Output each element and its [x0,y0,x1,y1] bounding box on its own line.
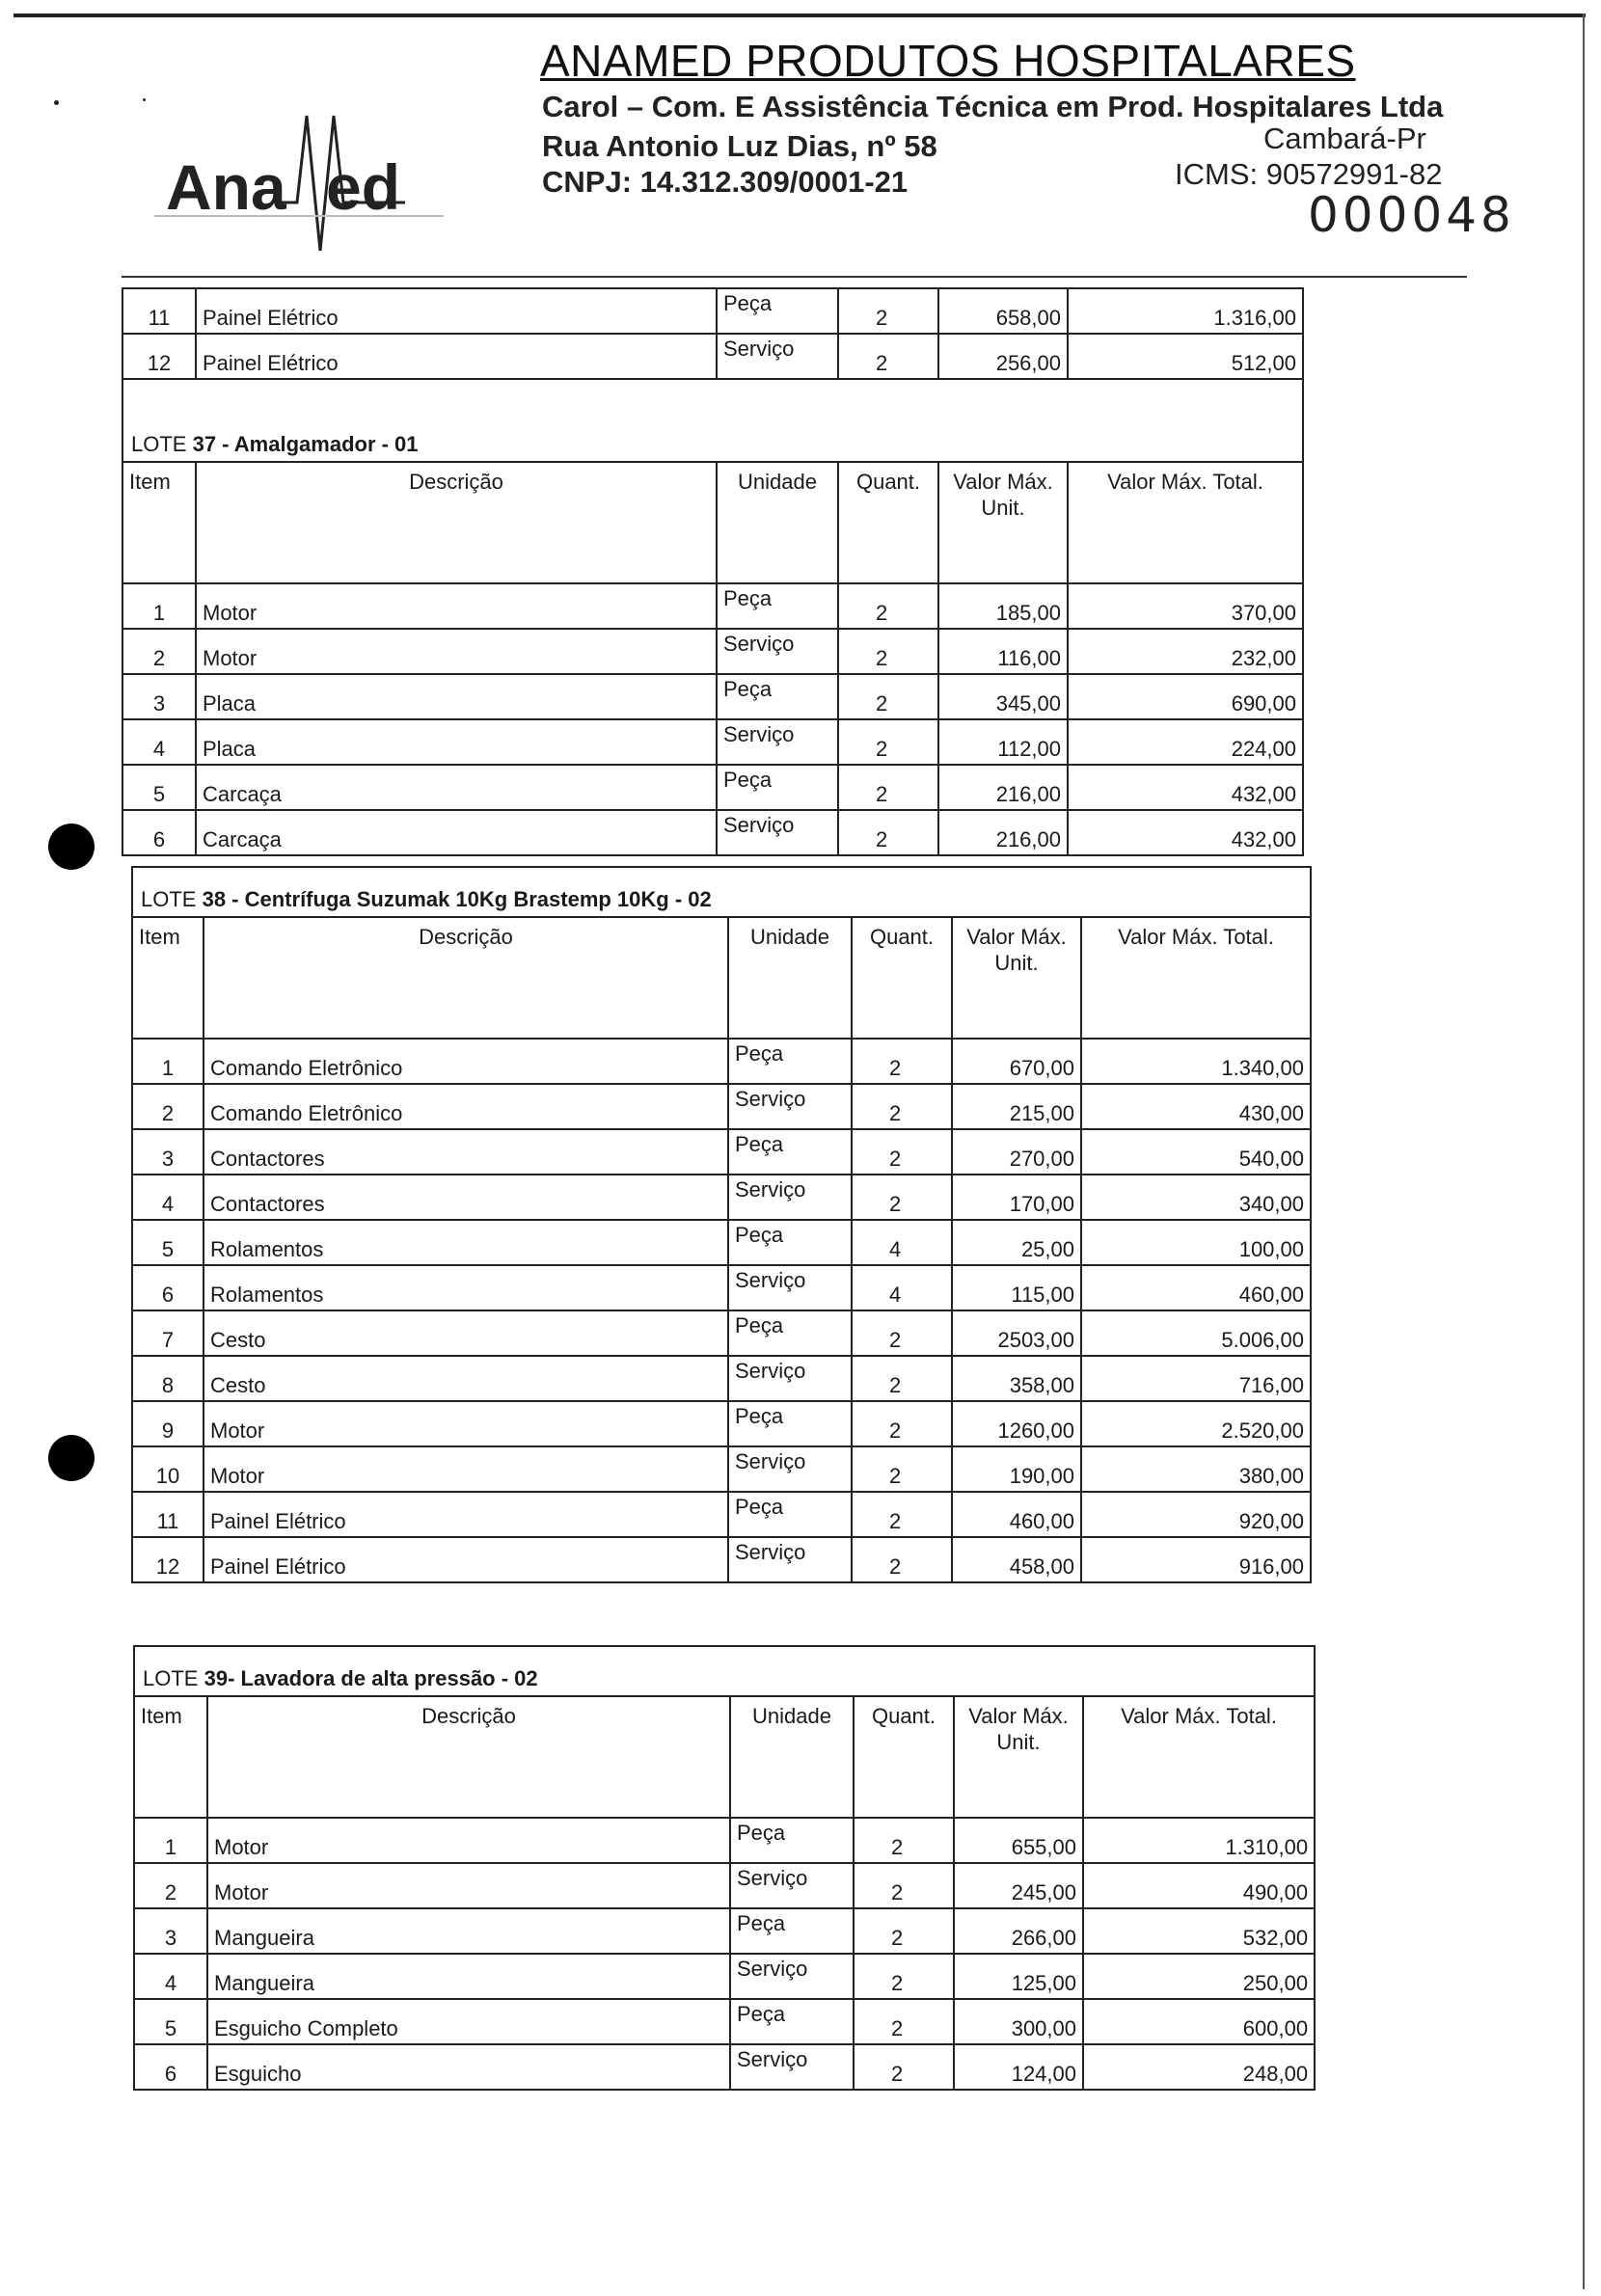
cell-quantity: 4 [852,1220,952,1265]
cell-description: Painel Elétrico [204,1492,728,1537]
cell-total-value: 232,00 [1068,629,1303,674]
cell-description: Mangueira [207,1908,730,1954]
column-header-row [132,917,1311,1039]
cell-quantity: 2 [854,1908,954,1954]
cell-description: Esguicho [207,2044,730,2090]
cell-quantity: 2 [838,674,938,719]
cell-unit: Peça [728,1039,852,1084]
company-cnpj: CNPJ: 14.312.309/0001-21 [542,165,909,199]
cell-total-value: 224,00 [1068,719,1303,765]
cell-unit: Serviço [728,1446,852,1492]
cell-quantity: 2 [838,719,938,765]
lote-label: LOTE [131,432,187,456]
header-total-value: Valor Máx. Total. [1081,917,1311,1039]
cell-unit-value: 216,00 [938,810,1068,855]
cell-unit-value: 460,00 [952,1492,1081,1537]
cell-description: Painel Elétrico [196,288,717,334]
cell-item: 6 [122,810,196,855]
cell-item: 6 [132,1265,204,1310]
cell-item: 2 [132,1084,204,1129]
cell-total-value: 460,00 [1081,1265,1311,1310]
cell-total-value: 432,00 [1068,810,1303,855]
cell-unit: Serviço [728,1537,852,1582]
lote-title-row [122,379,1303,462]
company-name: ANAMED PRODUTOS HOSPITALARES [540,36,1356,86]
cell-unit-value: 190,00 [952,1446,1081,1492]
cell-quantity: 2 [854,1863,954,1908]
cell-unit-value: 358,00 [952,1356,1081,1401]
cell-quantity: 2 [838,334,938,379]
header-total-value: Valor Máx. Total. [1083,1696,1315,1818]
heartbeat-logo-icon [154,96,453,260]
cell-item: 5 [132,1220,204,1265]
cell-unit: Peça [717,765,838,810]
cell-unit-value: 112,00 [938,719,1068,765]
cell-unit: Serviço [728,1265,852,1310]
table-row [122,719,1303,765]
cell-unit-value: 124,00 [954,2044,1083,2090]
header-unit: Unidade [728,917,852,1039]
cell-description: Placa [196,674,717,719]
table-row [134,1999,1315,2044]
cell-unit: Peça [728,1129,852,1175]
table-row [132,1220,1311,1265]
cell-total-value: 340,00 [1081,1175,1311,1220]
cell-unit: Peça [728,1310,852,1356]
table-row [132,1310,1311,1356]
header-unit-value: Valor Máx. Unit. [954,1696,1083,1818]
cell-item: 1 [122,583,196,629]
cell-quantity: 2 [852,1492,952,1537]
cell-item: 4 [132,1175,204,1220]
cell-unit-value: 25,00 [952,1220,1081,1265]
header-description: Descrição [196,462,717,583]
lote-title [122,379,1303,462]
column-header-row [134,1696,1315,1818]
table-row [132,1492,1311,1537]
cell-item: 11 [122,288,196,334]
cell-unit-value: 216,00 [938,765,1068,810]
cell-description: Carcaça [196,765,717,810]
header-item: Item [132,917,204,1039]
cell-unit: Peça [730,1818,854,1863]
cell-total-value: 1.316,00 [1068,288,1303,334]
cell-unit-value: 116,00 [938,629,1068,674]
letterhead [0,0,1601,289]
cell-total-value: 370,00 [1068,583,1303,629]
cell-description: Contactores [204,1175,728,1220]
cell-unit: Serviço [730,2044,854,2090]
cell-quantity: 2 [854,1954,954,1999]
cell-item: 7 [132,1310,204,1356]
table-row [134,1863,1315,1908]
cell-total-value: 2.520,00 [1081,1401,1311,1446]
cell-quantity: 2 [838,583,938,629]
cell-unit: Peça [730,1908,854,1954]
cell-description: Motor [196,583,717,629]
cell-total-value: 5.006,00 [1081,1310,1311,1356]
lote-title-row [132,867,1311,917]
cell-item: 3 [122,674,196,719]
cell-quantity: 2 [838,288,938,334]
table-row [122,629,1303,674]
cell-unit: Serviço [730,1863,854,1908]
lote-title-row [134,1646,1315,1696]
table-row [134,2044,1315,2090]
header-unit: Unidade [730,1696,854,1818]
cell-quantity: 2 [854,2044,954,2090]
header-unit-value: Valor Máx. Unit. [952,917,1081,1039]
table-row [134,1908,1315,1954]
lote-label: LOTE [141,887,197,911]
header-quantity: Quant. [838,462,938,583]
lote-label: LOTE [143,1666,199,1690]
cell-description: Cesto [204,1356,728,1401]
table-row [132,1039,1311,1084]
header-total-value: Valor Máx. Total. [1068,462,1303,583]
cell-unit: Peça [728,1220,852,1265]
table-row [132,1401,1311,1446]
cell-total-value: 716,00 [1081,1356,1311,1401]
cell-unit: Peça [728,1401,852,1446]
cell-unit: Serviço [717,334,838,379]
cell-total-value: 250,00 [1083,1954,1315,1999]
header-unit-value: Valor Máx. Unit. [938,462,1068,583]
cell-quantity: 2 [852,1175,952,1220]
cell-item: 1 [132,1039,204,1084]
cell-description: Rolamentos [204,1220,728,1265]
cell-unit: Serviço [717,810,838,855]
company-logo [154,96,453,260]
cell-total-value: 540,00 [1081,1129,1311,1175]
header-item: Item [122,462,196,583]
cell-unit-value: 655,00 [954,1818,1083,1863]
cell-unit: Serviço [730,1954,854,1999]
cell-description: Painel Elétrico [196,334,717,379]
header-quantity: Quant. [852,917,952,1039]
scan-speck [54,100,59,105]
cell-unit: Serviço [717,719,838,765]
lote-name: 39- Lavadora de alta pressão - 02 [204,1666,538,1690]
right-border-line [1583,14,1585,2289]
cell-item: 3 [132,1129,204,1175]
column-header-row [122,462,1303,583]
cell-item: 5 [134,1999,207,2044]
binder-hole-top [48,824,95,870]
cell-description: Motor [204,1446,728,1492]
cell-quantity: 2 [838,765,938,810]
table-row [132,1265,1311,1310]
table-row [132,1129,1311,1175]
lote-name: 37 - Amalgamador - 01 [192,432,419,456]
cell-quantity: 2 [852,1039,952,1084]
cell-unit-value: 458,00 [952,1537,1081,1582]
cell-unit: Serviço [728,1175,852,1220]
cell-quantity: 2 [852,1084,952,1129]
table-row [122,765,1303,810]
cell-unit-value: 170,00 [952,1175,1081,1220]
table-row [134,1954,1315,1999]
lote-38-table [131,866,1312,1583]
cell-description: Rolamentos [204,1265,728,1310]
cell-description: Mangueira [207,1954,730,1999]
cell-description: Carcaça [196,810,717,855]
cell-item: 3 [134,1908,207,1954]
cell-item: 2 [134,1863,207,1908]
cell-unit: Serviço [717,629,838,674]
cell-total-value: 100,00 [1081,1220,1311,1265]
table-row [122,674,1303,719]
cell-item: 4 [134,1954,207,1999]
cell-total-value: 430,00 [1081,1084,1311,1129]
binder-hole-bottom [48,1435,95,1481]
document-number: 000048 [1308,187,1515,243]
cell-item: 11 [132,1492,204,1537]
cell-unit: Peça [717,583,838,629]
cell-description: Placa [196,719,717,765]
cell-item: 9 [132,1401,204,1446]
cell-item: 4 [122,719,196,765]
table-row [122,810,1303,855]
header-item: Item [134,1696,207,1818]
cell-unit-value: 270,00 [952,1129,1081,1175]
cell-description: Motor [196,629,717,674]
cell-description: Comando Eletrônico [204,1084,728,1129]
cell-unit: Serviço [728,1356,852,1401]
cell-total-value: 512,00 [1068,334,1303,379]
cell-quantity: 2 [854,1818,954,1863]
cell-quantity: 2 [852,1310,952,1356]
company-legal-name: Carol – Com. E Assistência Técnica em Prod. Hospitalares Ltda [542,90,1444,123]
cell-quantity: 2 [854,1999,954,2044]
cell-quantity: 2 [852,1401,952,1446]
cell-unit-value: 215,00 [952,1084,1081,1129]
cell-unit-value: 658,00 [938,288,1068,334]
cell-quantity: 2 [852,1446,952,1492]
cell-unit-value: 670,00 [952,1039,1081,1084]
logo-text-right: ed [326,151,401,223]
table-row [122,583,1303,629]
cell-item: 6 [134,2044,207,2090]
table-row [132,1537,1311,1582]
cell-quantity: 2 [838,629,938,674]
table-row [122,288,1303,334]
table-row [132,1356,1311,1401]
cell-quantity: 4 [852,1265,952,1310]
cell-unit-value: 2503,00 [952,1310,1081,1356]
cell-item: 2 [122,629,196,674]
table-row [122,334,1303,379]
cell-item: 8 [132,1356,204,1401]
cell-total-value: 920,00 [1081,1492,1311,1537]
cell-total-value: 532,00 [1083,1908,1315,1954]
cell-unit-value: 115,00 [952,1265,1081,1310]
cell-item: 12 [132,1537,204,1582]
cell-unit: Peça [730,1999,854,2044]
lote-title [134,1646,1315,1696]
cell-total-value: 1.310,00 [1083,1818,1315,1863]
cell-quantity: 2 [852,1356,952,1401]
header-separator [122,276,1467,278]
cell-unit-value: 185,00 [938,583,1068,629]
company-icms: ICMS: 90572991-82 [1175,157,1443,191]
scan-speck [143,98,146,101]
cell-quantity: 2 [852,1537,952,1582]
table-row [132,1084,1311,1129]
cell-item: 1 [134,1818,207,1863]
cell-total-value: 916,00 [1081,1537,1311,1582]
cell-unit: Serviço [728,1084,852,1129]
cell-unit-value: 345,00 [938,674,1068,719]
header-unit: Unidade [717,462,838,583]
cell-description: Comando Eletrônico [204,1039,728,1084]
cell-item: 10 [132,1446,204,1492]
cell-unit-value: 256,00 [938,334,1068,379]
cell-description: Painel Elétrico [204,1537,728,1582]
header-description: Descrição [204,917,728,1039]
company-city: Cambará-Pr [1263,122,1426,155]
lote-39-table [133,1645,1316,2091]
table-row [132,1175,1311,1220]
cell-total-value: 490,00 [1083,1863,1315,1908]
cell-total-value: 690,00 [1068,674,1303,719]
cell-unit: Peça [717,674,838,719]
cell-unit-value: 300,00 [954,1999,1083,2044]
cell-description: Motor [204,1401,728,1446]
company-address: Rua Antonio Luz Dias, nº 58 [542,129,937,163]
cell-item: 5 [122,765,196,810]
cell-unit-value: 245,00 [954,1863,1083,1908]
cell-item: 12 [122,334,196,379]
logo-text-left: Ana [166,151,286,223]
cell-unit: Peça [728,1492,852,1537]
cell-description: Cesto [204,1310,728,1356]
table-row [132,1446,1311,1492]
cell-quantity: 2 [852,1129,952,1175]
cell-total-value: 1.340,00 [1081,1039,1311,1084]
cell-unit-value: 1260,00 [952,1401,1081,1446]
lote-name: 38 - Centrífuga Suzumak 10Kg Brastemp 10Kg - 02 [202,887,712,911]
cell-description: Motor [207,1818,730,1863]
cell-total-value: 380,00 [1081,1446,1311,1492]
cell-unit-value: 266,00 [954,1908,1083,1954]
cell-unit: Peça [717,288,838,334]
cell-unit-value: 125,00 [954,1954,1083,1999]
cell-description: Esguicho Completo [207,1999,730,2044]
lote-title [132,867,1311,917]
cell-description: Contactores [204,1129,728,1175]
cell-total-value: 600,00 [1083,1999,1315,2044]
header-quantity: Quant. [854,1696,954,1818]
cell-description: Motor [207,1863,730,1908]
cell-total-value: 432,00 [1068,765,1303,810]
cell-quantity: 2 [838,810,938,855]
table-row [134,1818,1315,1863]
header-description: Descrição [207,1696,730,1818]
cell-total-value: 248,00 [1083,2044,1315,2090]
lote-37-table [122,287,1304,856]
